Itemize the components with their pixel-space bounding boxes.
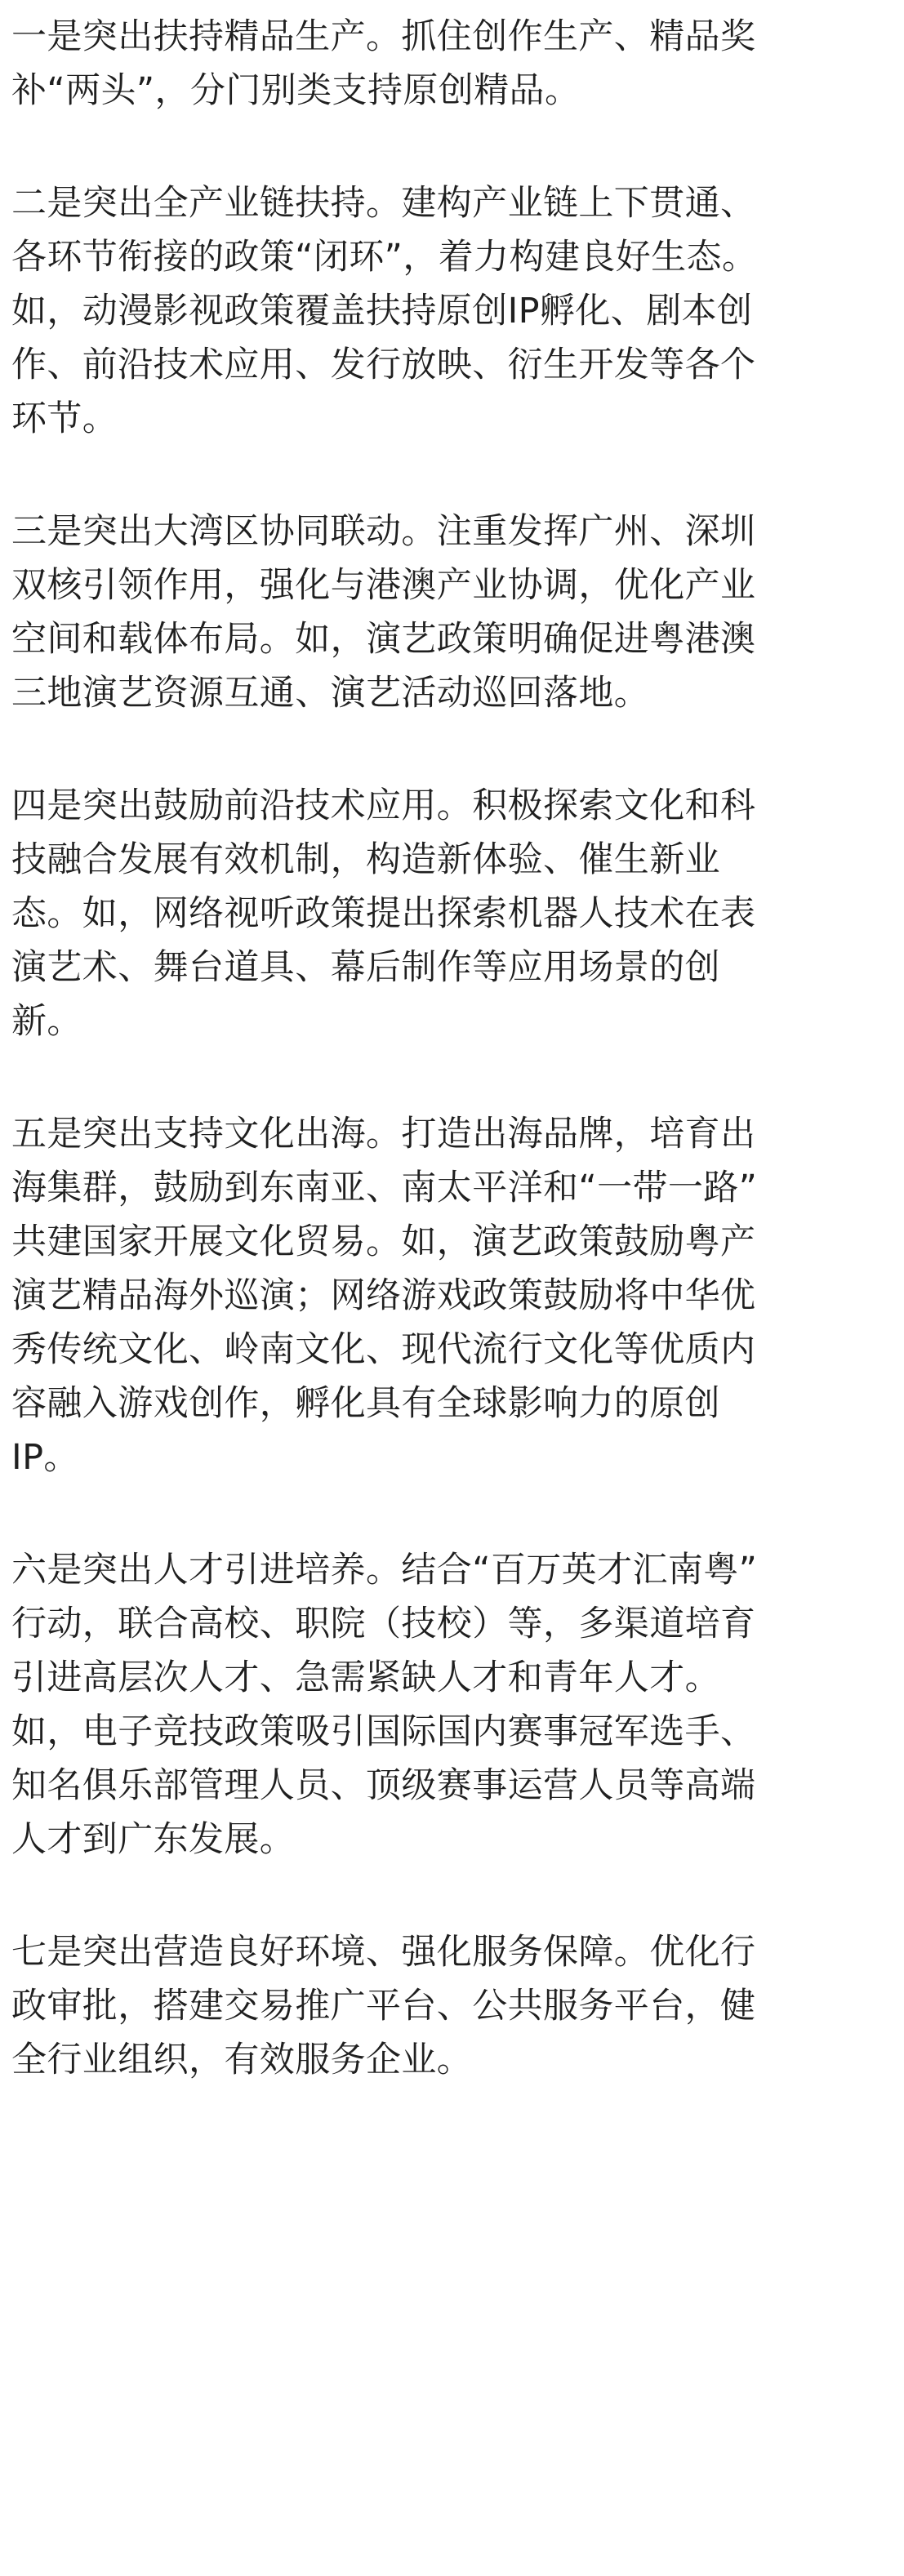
paragraph-7: 七是突出营造良好环境、强化服务保障。优化行 政审批，搭建交易推广平台、公共服务平台，健 全行业组织，有效服务企业。 bbox=[11, 1932, 756, 2080]
paragraph-5: 五是突出支持文化出海。打造出海品牌，培育出 海集群，鼓励到东南亚、南太平洋和“一带一路” 共建国家开展文化贸易。如，演艺政策鼓励粤产 演艺精品海外巡演；网络游戏政策鼓励将中华优 秀传统文化、岭南文化、现代流行文化等优质内 容融入游戏创作，孵化具有全球影响力的原创 IP。 bbox=[11, 1114, 758, 1478]
paragraph-2: 二是突出全产业链扶持。建构产业链上下贯通、 各环节衔接的政策“闭环”，着力构建良好生态。 如，动漫影视政策覆盖扶持原创IP孵化、剧本创 作、前沿技术应用、发行放映、衍生开发等各个 环节。 bbox=[11, 183, 758, 439]
paragraph-6: 六是突出人才引进培养。结合“百万英才汇南粤” 行动，联合高校、职院（技校）等，多渠道培育 引进高层次人才、急需紧缺人才和青年人才。 如，电子竞技政策吸引国际国内赛事冠军选手、 知名俱乐部管理人员、顶级赛事运营人员等高端 人才到广东发展。 bbox=[11, 1550, 758, 1860]
paragraph-1: 一是突出扶持精品生产。抓住创作生产、精品奖 补“两头”，分门别类支持原创精品。 bbox=[11, 16, 756, 111]
paragraph-3: 三是突出大湾区协同联动。注重发挥广州、深圳 双核引领作用，强化与港澳产业协调，优化产业 空间和载体布局。如，演艺政策明确促进粤港澳 三地演艺资源互通、演艺活动巡回落地。 bbox=[11, 511, 756, 714]
paragraph-4: 四是突出鼓励前沿技术应用。积极探索文化和科 技融合发展有效机制，构造新体验、催生新业 态。如，网络视听政策提出探索机器人技术在表 演艺术、舞台道具、幕后制作等应用场景的创 新。 bbox=[11, 785, 756, 1042]
article-body bbox=[11, 10, 889, 2087]
